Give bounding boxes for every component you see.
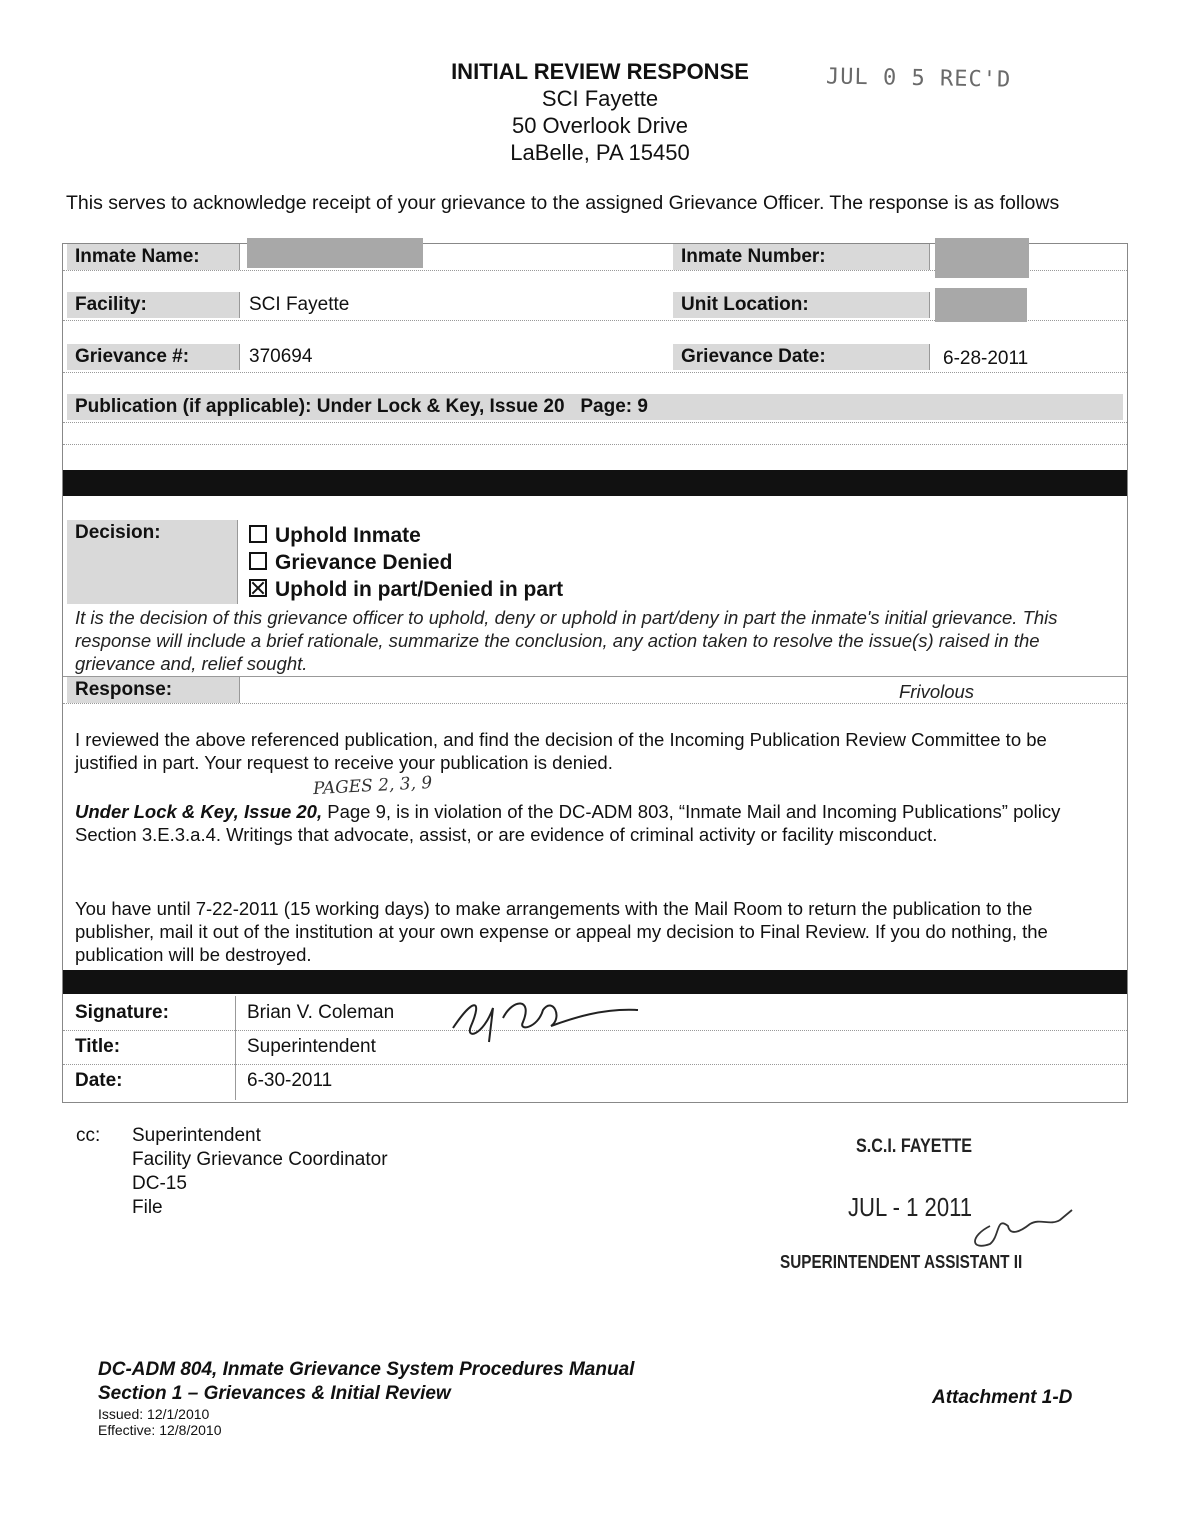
footer-effective: Effective: 12/8/2010 [98, 1422, 222, 1438]
section-divider-bar [63, 470, 1127, 496]
grievance-date-label: Grievance Date: [673, 344, 930, 370]
handwritten-initials [960, 1196, 1080, 1256]
response-paragraph-3: You have until 7-22-2011 (15 working days) to make arrangements with the Mail Room to return the publication to the publisher, mail it out of the institution at your own expense or appeal my decision to Final Review. If you do nothing, the publication will be destroyed. [75, 898, 1048, 965]
footer-manual: DC-ADM 804, Inmate Grievance System Procedures Manual [98, 1359, 635, 1380]
grievance-form [62, 243, 1128, 1103]
facility-row [63, 292, 1127, 321]
redacted-inmate-name [247, 238, 423, 268]
footer-attachment: Attachment 1-D [932, 1387, 1073, 1408]
inmate-row [63, 244, 1127, 271]
redacted-inmate-number [935, 238, 1029, 278]
checkbox-empty-icon[interactable] [249, 552, 267, 570]
inmate-number-label: Inmate Number: [673, 244, 930, 270]
grievance-number-label: Grievance #: [67, 344, 240, 370]
blank-row [63, 422, 1127, 445]
grievance-row [63, 344, 1127, 373]
decision-instructions: It is the decision of this grievance officer to uphold, deny or uphold in part/deny in part the inmate's initial grievance. This response will include a brief rationale, summarize the conclusion, any action taken to resolve the issue(s) raised in the grievance and, relief sought. [75, 607, 1058, 674]
response-paragraph-2: Under Lock & Key, Issue 20, Page 9, is in violation of the DC-ADM 803, “Inmate Mail and Incoming Publications” policy Section 3.E.3.a.4. Writings that advocate, assist, or are evidence of criminal activity or facility misconduct. [75, 801, 1061, 845]
document-title: INITIAL REVIEW RESPONSE [451, 59, 749, 84]
facility-label: Facility: [67, 292, 240, 318]
grievance-date-value: 6-28-2011 [943, 348, 1029, 369]
signature-column-divider [235, 996, 236, 1100]
decision-label: Decision: [67, 520, 238, 604]
response-row [63, 676, 1127, 704]
publication-line: Publication (if applicable): Under Lock & Key, Issue 20 Page: 9 [67, 394, 1123, 420]
date-label: Date: [75, 1070, 123, 1091]
handwritten-pages: PAGES 2, 3, 9 [312, 772, 433, 800]
date-row [63, 1064, 1127, 1100]
facility-value: SCI Fayette [249, 294, 350, 315]
cc-item: Facility Grievance Coordinator [132, 1149, 388, 1170]
inmate-name-label: Inmate Name: [67, 244, 240, 270]
signature-label: Signature: [75, 1002, 169, 1023]
response-paragraph-1: I reviewed the above referenced publication, and find the decision of the Incoming Publication Review Committee to be justified in part. Your request to receive your publication is denied. [75, 729, 1047, 773]
facility-name: SCI Fayette [541, 86, 659, 111]
title-value: Superintendent [247, 1036, 376, 1057]
cc-label: cc: [76, 1125, 101, 1146]
option-uphold-inmate[interactable]: Uphold Inmate [249, 522, 563, 549]
signature-value: Brian V. Coleman [247, 1002, 395, 1023]
document-header [0, 58, 1200, 166]
cc-item: File [132, 1197, 163, 1218]
grievance-number-value: 370694 [249, 346, 313, 367]
publication-row [63, 394, 1127, 423]
decision-options [249, 522, 563, 603]
title-label: Title: [75, 1036, 121, 1057]
office-stamp-facility: S.C.I. FAYETTE [856, 1136, 973, 1157]
cc-list [132, 1124, 388, 1220]
office-stamp-title: SUPERINTENDENT ASSISTANT II [780, 1252, 1023, 1272]
cc-item: DC-15 [132, 1173, 187, 1194]
footer-issued: Issued: 12/1/2010 [98, 1406, 210, 1422]
received-stamp: JUL 0 5 REC'D [825, 64, 1012, 93]
handwritten-signature [443, 988, 643, 1048]
unit-location-label: Unit Location: [673, 292, 930, 318]
facility-city: LaBelle, PA 15450 [510, 140, 690, 165]
redacted-unit-location [935, 288, 1027, 322]
facility-address: 50 Overlook Drive [511, 113, 689, 138]
office-stamp-date: JUL - 1 2011 [848, 1192, 973, 1222]
response-label: Response: [67, 677, 240, 703]
option-uphold-in-part[interactable]: Uphold in part/Denied in part [249, 576, 563, 603]
checkbox-checked-icon[interactable] [249, 579, 267, 597]
footer-section: Section 1 – Grievances & Initial Review [98, 1383, 451, 1404]
cc-item: Superintendent [132, 1125, 261, 1146]
date-value: 6-30-2011 [247, 1070, 333, 1091]
intro-text: This serves to acknowledge receipt of your grievance to the assigned Grievance Officer. The response is as follows [66, 192, 1060, 214]
response-frivolous: Frivolous [899, 681, 975, 702]
checkbox-empty-icon[interactable] [249, 525, 267, 543]
option-grievance-denied[interactable]: Grievance Denied [249, 549, 563, 576]
